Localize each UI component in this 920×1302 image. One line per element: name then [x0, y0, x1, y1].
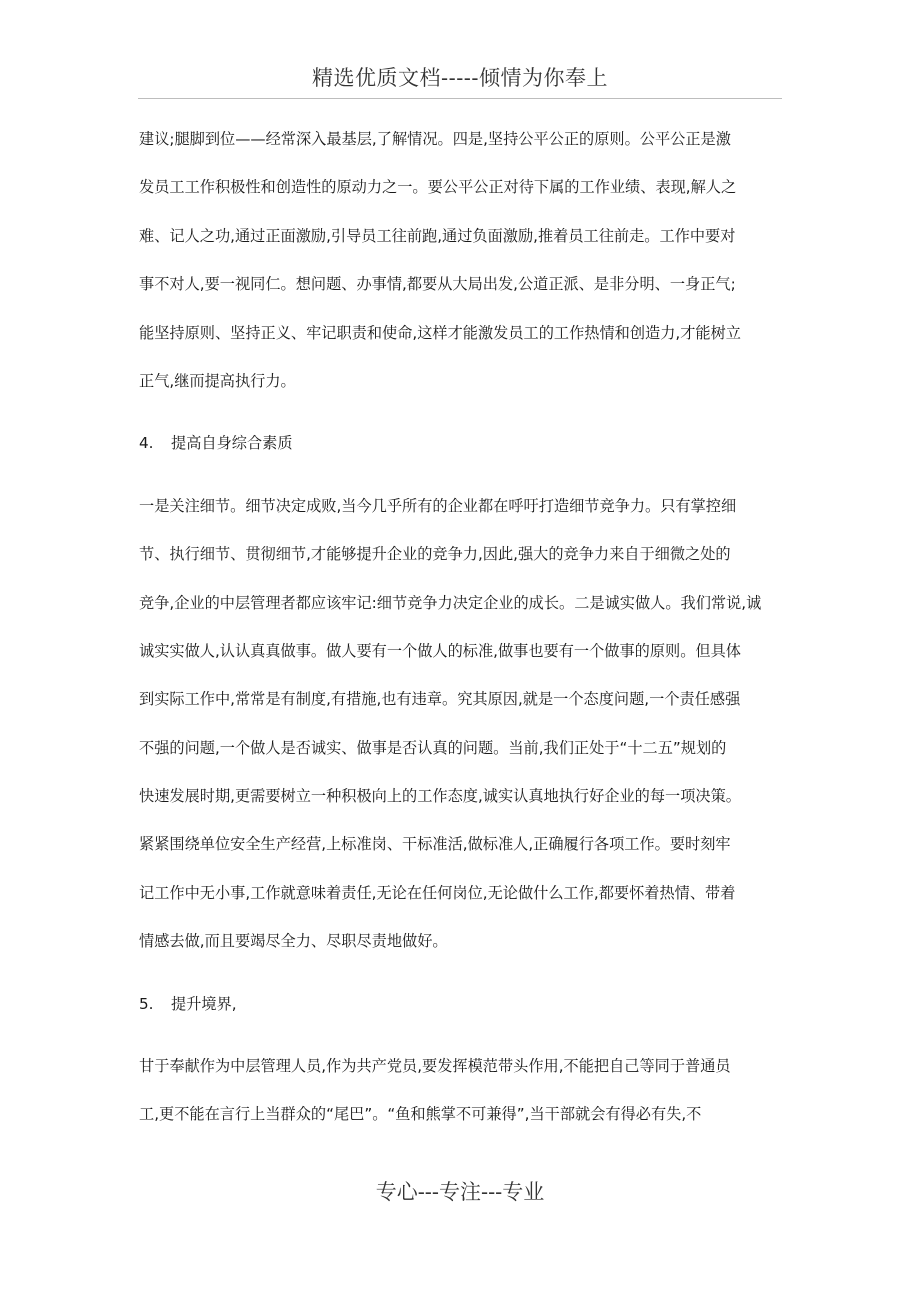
paragraph-dedication — [139, 1049, 804, 1146]
paragraph-quality — [139, 489, 804, 973]
text-line: 难、记人之功,通过正面激励,引导员工往前跑,通过负面激励,推着员工往前走。工作中要对 — [139, 226, 736, 245]
text-line: 记工作中无小事,工作就意味着责任,无论在任何岗位,无论做什么工作,都要怀着热情、带着 — [139, 883, 736, 902]
page-footer: 专心---专注---专业 — [375, 1180, 545, 1204]
text-line: 紧紧围绕单位安全生产经营,上标准岗、干标准活,做标准人,正确履行各项工作。要时刻牢 — [139, 835, 731, 854]
section-title: 提高自身综合素质 — [171, 434, 293, 453]
text-line: 事不对人,要一视同仁。想问题、办事情,都要从大局出发,公道正派、是非分明、一身正气; — [139, 275, 736, 294]
page-header: 精选优质文档-----倾情为你奉上 — [312, 66, 608, 90]
text-line: 情感去做,而且要竭尽全力、尽职尽责地做好。 — [139, 932, 448, 951]
text-line: 快速发展时期,更需要树立一种积极向上的工作态度,诚实认真地执行好企业的每一项决策。 — [139, 787, 741, 806]
text-line: 到实际工作中,常常是有制度,有措施,也有违章。究其原因,就是一个态度问题,一个责任感强 — [139, 690, 741, 709]
text-line: 竞争,企业的中层管理者都应该牢记:细节竞争力决定企业的成长。二是诚实做人。我们常说,诚 — [139, 593, 762, 612]
section-heading-5 — [139, 987, 804, 1035]
document-body — [139, 122, 804, 1146]
text-line: 甘于奉献作为中层管理人员,作为共产党员,要发挥模范带头作用,不能把自己等同于普通员 — [139, 1057, 731, 1076]
section-heading-4 — [139, 426, 804, 474]
paragraph-fairness — [139, 122, 804, 412]
text-line: 正气,继而提高执行力。 — [139, 371, 296, 390]
text-line: 工,更不能在言行上当群众的“尾巴”。“鱼和熊掌不可兼得”,当干部就会有得必有失,不 — [139, 1105, 702, 1124]
text-line: 发员工工作积极性和创造性的原动力之一。要公平公正对待下属的工作业绩、表现,解人之 — [139, 178, 737, 197]
text-line: 一是关注细节。细节决定成败,当今几乎所有的企业都在呼吁打造细节竞争力。只有掌控细 — [139, 496, 737, 515]
text-line: 建议;腿脚到位——经常深入最基层,了解情况。四是,坚持公平公正的原则。公平公正是激 — [139, 130, 731, 148]
section-number: 4. — [139, 434, 154, 453]
text-line: 诚实实做人,认认真真做事。做人要有一个做人的标准,做事也要有一个做事的原则。但具体 — [139, 641, 741, 660]
section-number: 5. — [139, 994, 154, 1013]
section-title: 提升境界, — [171, 994, 237, 1013]
text-line: 不强的问题,一个做人是否诚实、做事是否认真的问题。当前,我们正处于“十二五”规划的 — [139, 738, 727, 757]
header-divider — [138, 98, 782, 99]
text-line: 节、执行细节、贯彻细节,才能够提升企业的竞争力,因此,强大的竞争力来自于细微之处的 — [139, 545, 731, 564]
text-line: 能坚持原则、坚持正义、牢记职责和使命,这样才能激发员工的工作热情和创造力,才能树立 — [139, 323, 741, 342]
